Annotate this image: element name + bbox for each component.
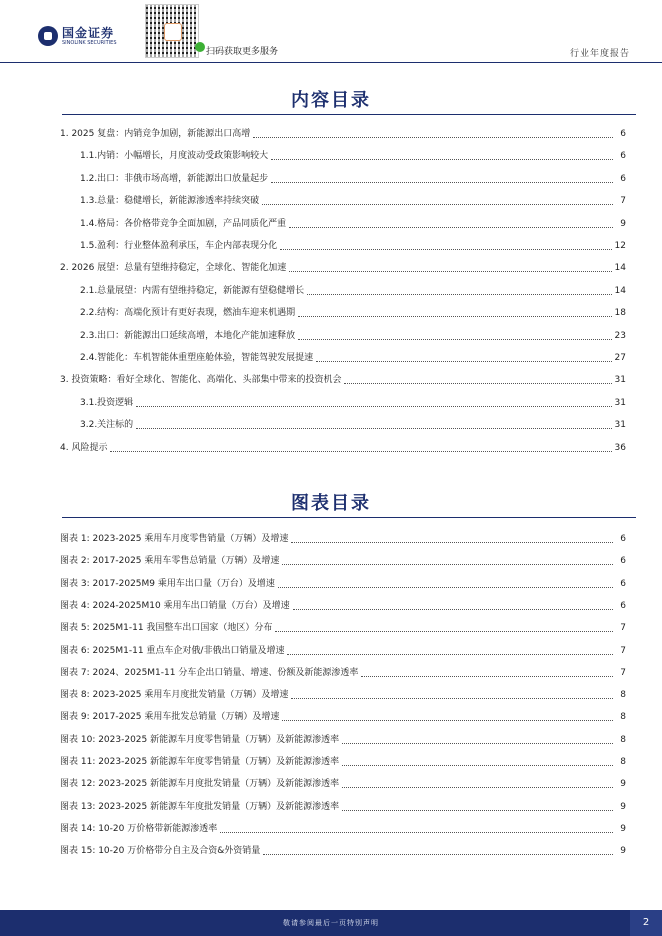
toc-entry-title: 3.2.关注标的 bbox=[80, 420, 134, 431]
figure-entry-page: 9 bbox=[620, 823, 626, 834]
toc-entry-title: 1.3.总量：稳健增长，新能源渗透率持续突破 bbox=[80, 196, 260, 207]
figure-entry[interactable] bbox=[60, 777, 626, 791]
toc-dot-leader bbox=[298, 315, 611, 317]
footer-disclaimer: 敬请参阅最后一页特别声明 bbox=[283, 919, 379, 927]
figure-entry-page: 7 bbox=[620, 645, 626, 656]
toc-entry-page: 7 bbox=[620, 196, 626, 207]
figure-entry[interactable] bbox=[60, 844, 626, 858]
toc-entry-title: 1.5.盈利：行业整体盈利承压，车企内部表现分化 bbox=[80, 241, 278, 251]
figures-title: 图表目录 bbox=[291, 493, 371, 514]
toc-entry[interactable] bbox=[80, 306, 626, 320]
figure-entry-title: 图表 15: 10-20 万价格带分自主及合资&外资销量 bbox=[60, 846, 261, 857]
figure-entry-page: 9 bbox=[620, 779, 626, 790]
toc-entry-title: 2.2.结构：高端化预计有更好表现，燃油车迎来机遇期 bbox=[80, 308, 296, 319]
figure-dot-leader bbox=[263, 853, 613, 855]
page-header bbox=[0, 0, 662, 62]
toc-dot-leader bbox=[289, 270, 611, 272]
page-footer bbox=[0, 910, 662, 936]
header-divider bbox=[0, 62, 662, 63]
wechat-icon bbox=[195, 42, 205, 52]
toc-entry-title: 1.1.内销：小幅增长，月度波动受政策影响较大 bbox=[80, 151, 269, 162]
figure-entry-title: 图表 7: 2024、2025M1-11 分车企出口销量、增速、份额及新能源渗透率 bbox=[60, 667, 359, 678]
toc-entry[interactable] bbox=[60, 261, 626, 275]
contents-title-divider bbox=[62, 114, 636, 115]
figure-dot-leader bbox=[293, 608, 613, 610]
figure-dot-leader bbox=[342, 742, 613, 744]
figure-entry[interactable] bbox=[60, 666, 626, 680]
toc-entry[interactable] bbox=[80, 172, 626, 186]
toc-entry[interactable] bbox=[80, 396, 626, 410]
toc-dot-leader bbox=[136, 427, 611, 429]
toc-dot-leader bbox=[316, 360, 611, 362]
page-number: 2 bbox=[630, 910, 662, 936]
toc-entry-title: 4. 风险提示 bbox=[60, 442, 108, 453]
figure-entry-title: 图表 10: 2023-2025 新能源车月度零售销量（万辆）及新能源渗透率 bbox=[60, 734, 340, 745]
toc-entry-page: 6 bbox=[620, 129, 626, 139]
figure-dot-leader bbox=[282, 719, 613, 721]
toc-dot-leader bbox=[262, 203, 613, 205]
toc-entry-title: 1.4.格局：各价格带竞争全面加剧，产品同质化严重 bbox=[80, 218, 287, 229]
figure-dot-leader bbox=[342, 786, 613, 788]
toc-entry-page: 14 bbox=[614, 285, 626, 296]
toc-entry[interactable] bbox=[80, 149, 626, 163]
toc-dot-leader bbox=[280, 248, 611, 250]
toc-entry-title: 2. 2026 展望：总量有望维持稳定，全球化、智能化加速 bbox=[60, 263, 287, 274]
figure-dot-leader bbox=[287, 653, 613, 655]
figure-entry-page: 8 bbox=[620, 734, 626, 745]
figure-entry-page: 6 bbox=[620, 600, 626, 611]
figure-entry-title: 图表 8: 2023-2025 乘用车月度批发销量（万辆）及增速 bbox=[60, 690, 289, 701]
toc-dot-leader bbox=[298, 338, 611, 340]
figure-entry-title: 图表 14: 10-20 万价格带新能源渗透率 bbox=[60, 823, 218, 834]
toc-entry[interactable] bbox=[80, 217, 626, 231]
figures-title-divider bbox=[62, 517, 636, 518]
toc-entry-page: 31 bbox=[614, 375, 626, 386]
toc-entry-title: 3.1.投资逻辑 bbox=[80, 397, 134, 408]
figure-entry-title: 图表 4: 2024-2025M10 乘用车出口销量（万台）及增速 bbox=[60, 600, 290, 611]
figure-entry[interactable] bbox=[60, 710, 626, 724]
toc-entry-page: 6 bbox=[620, 151, 626, 162]
figure-entry[interactable] bbox=[60, 621, 626, 635]
toc-entry[interactable] bbox=[80, 284, 626, 298]
figure-entry[interactable] bbox=[60, 644, 626, 658]
qr-caption: 扫码获取更多服务 bbox=[206, 47, 279, 57]
figure-entry-title: 图表 1: 2023-2025 乘用车月度零售销量（万辆）及增速 bbox=[60, 534, 289, 544]
figure-entry-title: 图表 13: 2023-2025 新能源车年度批发销量（万辆）及新能源渗透率 bbox=[60, 801, 340, 812]
toc-entry[interactable] bbox=[60, 127, 626, 141]
toc-dot-leader bbox=[271, 181, 613, 183]
figure-dot-leader bbox=[275, 630, 613, 632]
toc-entry-page: 27 bbox=[614, 353, 626, 363]
logo-en-text: SINOLINK SECURITIES bbox=[62, 39, 117, 46]
toc-entry-title: 2.4.智能化：车机智能体重塑座舱体验，智能驾驶发展提速 bbox=[80, 353, 314, 363]
toc-dot-leader bbox=[307, 293, 611, 295]
figure-entry[interactable] bbox=[60, 822, 626, 836]
figure-entry-page: 9 bbox=[620, 846, 626, 857]
toc-entry-page: 6 bbox=[620, 173, 626, 184]
figure-dot-leader bbox=[342, 764, 613, 766]
qr-code-icon[interactable] bbox=[145, 4, 199, 58]
toc-entry-page: 9 bbox=[620, 218, 626, 229]
figure-entry[interactable] bbox=[60, 554, 626, 568]
figure-dot-leader bbox=[278, 586, 613, 588]
qr-center-logo-icon bbox=[164, 23, 182, 41]
toc-dot-leader bbox=[136, 405, 611, 407]
logo-mark-icon bbox=[38, 26, 58, 46]
toc-dot-leader bbox=[110, 450, 611, 452]
toc-dot-leader bbox=[253, 136, 613, 138]
toc-entry[interactable] bbox=[80, 194, 626, 208]
toc-entry[interactable] bbox=[60, 441, 626, 455]
figure-entry-title: 图表 12: 2023-2025 新能源车月度批发销量（万辆）及新能源渗透率 bbox=[60, 779, 340, 790]
toc-dot-leader bbox=[289, 226, 613, 228]
figure-dot-leader bbox=[291, 541, 613, 543]
figure-entry[interactable] bbox=[60, 532, 626, 546]
figure-entry[interactable] bbox=[60, 733, 626, 747]
toc-entry[interactable] bbox=[80, 351, 626, 365]
contents-title: 内容目录 bbox=[291, 90, 371, 111]
toc-entry-title: 2.3.出口：新能源出口延续高增，本地化产能加速释放 bbox=[80, 330, 296, 341]
figure-entry[interactable] bbox=[60, 599, 626, 613]
figure-entry-page: 8 bbox=[620, 757, 626, 767]
figure-dot-leader bbox=[291, 697, 613, 699]
figure-entry-page: 6 bbox=[620, 534, 626, 544]
figure-entry[interactable] bbox=[60, 755, 626, 769]
toc-entry-title: 3. 投资策略：看好全球化、智能化、高端化、头部集中带来的投资机会 bbox=[60, 375, 342, 386]
toc-entry-page: 18 bbox=[614, 308, 626, 319]
toc-entry[interactable] bbox=[80, 329, 626, 343]
toc-entry[interactable] bbox=[60, 373, 626, 387]
figure-dot-leader bbox=[282, 563, 613, 565]
figure-entry[interactable] bbox=[60, 577, 626, 591]
toc-dot-leader bbox=[271, 158, 613, 160]
figure-entry[interactable] bbox=[60, 688, 626, 702]
figure-entry-page: 7 bbox=[620, 667, 626, 678]
figure-entry-page: 6 bbox=[620, 578, 626, 589]
figure-entry[interactable] bbox=[60, 800, 626, 814]
toc-entry-page: 23 bbox=[614, 330, 626, 341]
report-type-label: 行业年度报告 bbox=[569, 49, 630, 59]
figure-entry-page: 8 bbox=[620, 690, 626, 701]
toc-entry-title: 1.2.出口：非俄市场高增，新能源出口放量起步 bbox=[80, 173, 269, 184]
toc-entry-page: 12 bbox=[614, 241, 626, 251]
toc-entry[interactable] bbox=[80, 239, 626, 253]
figure-entry-title: 图表 9: 2017-2025 乘用车批发总销量（万辆）及增速 bbox=[60, 712, 280, 723]
company-logo bbox=[38, 26, 117, 46]
figure-entry-page: 6 bbox=[620, 556, 626, 567]
figure-entry-title: 图表 2: 2017-2025 乘用车零售总销量（万辆）及增速 bbox=[60, 556, 280, 567]
toc-entry-title: 2.1.总量展望：内需有望维持稳定，新能源有望稳健增长 bbox=[80, 285, 305, 296]
figure-dot-leader bbox=[361, 675, 613, 677]
figure-entry-page: 8 bbox=[620, 712, 626, 723]
toc-entry-page: 31 bbox=[614, 420, 626, 431]
figure-entry-page: 9 bbox=[620, 801, 626, 812]
toc-entry-title: 1. 2025 复盘：内销竞争加剧，新能源出口高增 bbox=[60, 129, 251, 139]
figure-entry-page: 7 bbox=[620, 623, 626, 634]
figure-entry-title: 图表 3: 2017-2025M9 乘用车出口量（万台）及增速 bbox=[60, 578, 275, 589]
figure-dot-leader bbox=[220, 831, 613, 833]
toc-entry-page: 14 bbox=[614, 263, 626, 274]
figure-entry-title: 图表 6: 2025M1-11 重点车企对俄/非俄出口销量及增速 bbox=[60, 645, 285, 656]
toc-dot-leader bbox=[344, 382, 611, 384]
toc-entry-page: 36 bbox=[614, 442, 626, 453]
figure-entry-title: 图表 11: 2023-2025 新能源车年度零售销量（万辆）及新能源渗透率 bbox=[60, 757, 340, 767]
toc-entry[interactable] bbox=[80, 418, 626, 432]
figure-dot-leader bbox=[342, 809, 613, 811]
logo-cn-text: 国金证券 bbox=[62, 25, 115, 40]
figure-entry-title: 图表 5: 2025M1-11 我国整车出口国家（地区）分布 bbox=[60, 623, 273, 634]
toc-entry-page: 31 bbox=[614, 397, 626, 408]
